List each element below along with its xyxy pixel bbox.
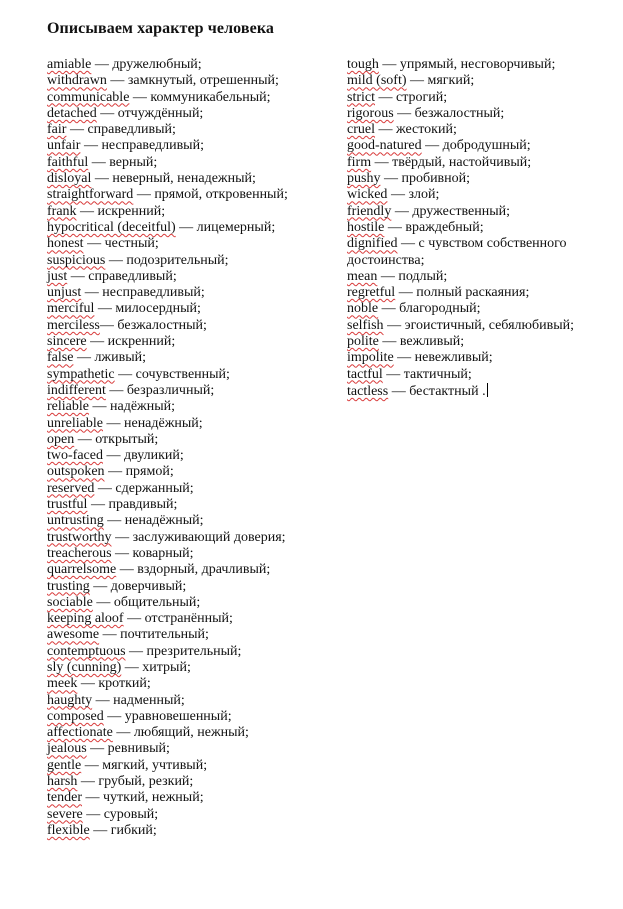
entry-term: quarrelsome — [47, 562, 117, 578]
vocabulary-entry — [47, 676, 342, 692]
vocabulary-entry — [47, 399, 342, 415]
entry-translation: — безжалостный; — [393, 105, 505, 121]
vocabulary-entry — [347, 367, 609, 383]
entry-translation: — пробивной; — [380, 171, 471, 187]
entry-term: harsh — [47, 774, 78, 790]
entry-term: open — [47, 431, 75, 447]
vocabulary-entry — [347, 187, 609, 203]
entry-term: pushy — [347, 171, 381, 187]
vocabulary-entry — [47, 171, 342, 187]
entry-term: tactful — [347, 366, 383, 382]
entry-term: two-faced — [47, 448, 103, 464]
vocabulary-entry — [47, 513, 342, 529]
entry-term: untrusting — [47, 513, 104, 529]
entry-term: trusting — [47, 578, 90, 594]
entry-term: contemptuous — [47, 643, 126, 659]
vocabulary-entry — [47, 530, 342, 546]
entry-term: merciless — [47, 317, 100, 333]
vocabulary-entry — [47, 269, 342, 285]
vocabulary-entry — [347, 285, 609, 301]
vocabulary-entry — [47, 432, 342, 448]
vocabulary-entry — [47, 73, 342, 89]
vocabulary-entry — [347, 90, 609, 106]
entry-term: false — [47, 350, 74, 366]
vocabulary-entry — [47, 318, 342, 334]
vocabulary-entry — [47, 448, 342, 464]
entry-term: fair — [47, 122, 67, 138]
entry-term: firm — [347, 154, 372, 170]
vocabulary-entry — [347, 269, 609, 285]
entry-term: tough — [347, 57, 379, 72]
vocabulary-entry — [347, 122, 609, 138]
vocabulary-entry — [47, 220, 342, 236]
entry-translation: — искренний; — [86, 334, 176, 350]
vocabulary-entry — [47, 709, 342, 725]
entry-term: withdrawn — [47, 73, 107, 89]
entry-translation: — с чувством собственного достоинства; — [347, 236, 567, 268]
entry-term: merciful — [47, 301, 95, 317]
entry-term: hypocritical (deceitful) — [47, 219, 176, 235]
entry-translation: — ненадёжный; — [103, 513, 204, 529]
entry-term: reliable — [47, 399, 89, 415]
entry-translation: — милосердный; — [94, 301, 201, 317]
vocabulary-entry — [47, 611, 342, 627]
entry-translation: — презрительный; — [125, 643, 242, 659]
entry-term: amiable — [47, 57, 92, 72]
vocabulary-entry — [47, 57, 342, 73]
entry-translation: — кроткий; — [77, 676, 151, 692]
entry-translation: — ревнивый; — [86, 741, 170, 757]
entry-term: dignified — [347, 236, 398, 252]
vocabulary-entry — [47, 367, 342, 383]
vocabulary-entry — [347, 171, 609, 187]
entry-translation: — враждебный; — [384, 219, 484, 235]
text-cursor — [487, 383, 488, 397]
vocabulary-entry — [47, 562, 342, 578]
vocabulary-entry — [47, 90, 342, 106]
entry-term: frank — [47, 203, 77, 219]
entry-translation: — чуткий, нежный; — [81, 790, 204, 806]
entry-translation: — несправедливый; — [80, 138, 204, 154]
vocabulary-entry — [347, 383, 609, 400]
entry-term: unfair — [47, 138, 81, 154]
entry-term: detached — [47, 105, 97, 121]
entry-translation: — двуликий; — [102, 448, 184, 464]
entry-term: unreliable — [47, 415, 103, 431]
vocabulary-entry — [47, 236, 342, 252]
entry-translation: — эгоистичный, себялюбивый; — [383, 317, 574, 333]
vocabulary-entry — [347, 350, 609, 366]
entry-translation: — жестокий; — [374, 122, 457, 138]
entry-translation: — замкнутый, отрешенный; — [106, 73, 279, 89]
vocabulary-entry — [47, 660, 342, 676]
vocabulary-entry — [47, 416, 342, 432]
vocabulary-entry — [347, 220, 609, 236]
entry-translation: — благородный; — [378, 301, 481, 317]
vocabulary-entry — [47, 187, 342, 203]
entry-term: mild (soft) — [347, 73, 407, 89]
entry-translation: — любящий, нежный; — [112, 725, 249, 741]
entry-term: selfish — [347, 317, 384, 333]
vocabulary-entry — [47, 464, 342, 480]
entry-term: friendly — [347, 203, 392, 219]
entry-translation: — открытый; — [74, 431, 159, 447]
entry-translation: — сдержанный; — [94, 480, 194, 496]
entry-term: keeping aloof — [47, 611, 124, 627]
entry-translation: — доверчивый; — [89, 578, 187, 594]
entry-translation: — верный; — [88, 154, 158, 170]
entry-translation: — справедливый; — [67, 268, 177, 284]
entry-translation: — мягкий; — [406, 73, 475, 89]
entry-translation: — лживый; — [73, 350, 146, 366]
vocabulary-entry — [347, 318, 609, 334]
entry-translation: — полный раскаяния; — [395, 285, 530, 301]
entry-term: polite — [347, 334, 379, 350]
vocabulary-entry — [47, 627, 342, 643]
entry-translation: — подозрительный; — [105, 252, 229, 268]
entry-translation: — добродушный; — [421, 138, 531, 154]
entry-term: sympathetic — [47, 366, 115, 382]
vocabulary-entry — [47, 106, 342, 122]
entry-translation: — суровый; — [82, 806, 159, 822]
entry-term: wicked — [347, 187, 388, 203]
entry-term: communicable — [47, 89, 130, 105]
entry-term: tender — [47, 790, 82, 806]
vocabulary-entry — [47, 758, 342, 774]
vocabulary-column-left — [47, 57, 342, 839]
entry-translation: — сочувственный; — [114, 366, 230, 382]
entry-term: composed — [47, 708, 104, 724]
entry-translation: — прямой, откровенный; — [133, 187, 288, 203]
vocabulary-entry — [47, 693, 342, 709]
entry-term: treacherous — [47, 545, 112, 561]
entry-translation: — коммуникабельный; — [129, 89, 271, 105]
entry-term: severe — [47, 806, 83, 822]
vocabulary-entry — [47, 579, 342, 595]
vocabulary-entry — [47, 644, 342, 660]
entry-translation: — твёрдый, настойчивый; — [371, 154, 532, 170]
entry-term: sincere — [47, 334, 87, 350]
vocabulary-entry — [347, 73, 609, 89]
entry-translation: — коварный; — [111, 545, 194, 561]
entry-translation: — упрямый, несговорчивый; — [378, 57, 556, 72]
entry-translation: — прямой; — [104, 464, 174, 480]
entry-translation: — лицемерный; — [175, 219, 276, 235]
vocabulary-entry — [47, 138, 342, 154]
entry-term: sly (cunning) — [47, 659, 122, 675]
entry-translation: — вздорный, драчливый; — [116, 562, 271, 578]
entry-translation: — общительный; — [92, 594, 201, 610]
vocabulary-column-right — [347, 57, 609, 400]
entry-translation: — вежливый; — [378, 334, 465, 350]
entry-translation: — тактичный; — [382, 366, 472, 382]
vocabulary-entry — [47, 823, 342, 839]
vocabulary-entry — [47, 481, 342, 497]
entry-translation: — справедливый; — [66, 122, 176, 138]
entry-translation: — неверный, ненадежный; — [91, 171, 256, 187]
vocabulary-entry — [47, 725, 342, 741]
entry-translation: — уравновешенный; — [103, 708, 232, 724]
entry-translation: — почтительный; — [99, 627, 209, 643]
vocabulary-entry — [47, 301, 342, 317]
entry-term: tactless — [347, 383, 389, 399]
entry-translation: — мягкий, учтивый; — [81, 757, 208, 773]
vocabulary-entry — [47, 155, 342, 171]
entry-term: reserved — [47, 480, 95, 496]
entry-translation: — злой; — [387, 187, 440, 203]
entry-term: meek — [47, 676, 78, 692]
entry-term: cruel — [347, 122, 375, 138]
vocabulary-entry — [347, 334, 609, 350]
entry-term: honest — [47, 236, 84, 252]
entry-term: affectionate — [47, 725, 113, 741]
vocabulary-entry — [347, 236, 609, 269]
vocabulary-entry — [47, 741, 342, 757]
vocabulary-entry — [47, 546, 342, 562]
vocabulary-entry — [47, 790, 342, 806]
entry-translation: — гибкий; — [89, 822, 157, 838]
vocabulary-entry — [47, 595, 342, 611]
entry-term: unjust — [47, 285, 82, 301]
entry-term: flexible — [47, 822, 90, 838]
entry-translation: — невежливый; — [393, 350, 493, 366]
entry-translation: — строгий; — [375, 89, 448, 105]
entry-term: disloyal — [47, 171, 92, 187]
entry-translation: — дружественный; — [391, 203, 510, 219]
entry-term: outspoken — [47, 464, 105, 480]
vocabulary-entry — [347, 204, 609, 220]
vocabulary-entry — [47, 807, 342, 823]
entry-translation: — надменный; — [92, 692, 185, 708]
entry-term: sociable — [47, 594, 93, 610]
vocabulary-entry — [347, 138, 609, 154]
entry-translation: — отстранённый; — [123, 611, 233, 627]
entry-translation: — ненадёжный; — [102, 415, 203, 431]
entry-term: suspicious — [47, 252, 106, 268]
entry-term: indifferent — [47, 382, 106, 398]
vocabulary-entry — [347, 57, 609, 73]
entry-term: noble — [347, 301, 379, 317]
entry-term: straightforward — [47, 187, 134, 203]
vocabulary-entry — [347, 301, 609, 317]
entry-term: good-natured — [347, 138, 422, 154]
entry-term: strict — [347, 89, 375, 105]
entry-translation: — честный; — [83, 236, 159, 252]
entry-term: gentle — [47, 757, 82, 773]
entry-term: faithful — [47, 154, 89, 170]
vocabulary-entry — [347, 155, 609, 171]
entry-translation: — отчуждённый; — [96, 105, 204, 121]
vocabulary-entry — [47, 774, 342, 790]
entry-translation: — искренний; — [76, 203, 166, 219]
vocabulary-entry — [47, 497, 342, 513]
entry-translation: — безжалостный; — [99, 317, 207, 333]
vocabulary-entry — [47, 253, 342, 269]
entry-translation: — безразличный; — [105, 382, 215, 398]
entry-translation: — подлый; — [377, 268, 448, 284]
entry-translation: — грубый, резкий; — [77, 774, 194, 790]
entry-translation: — правдивый; — [87, 497, 178, 513]
vocabulary-entry — [47, 383, 342, 399]
entry-term: regretful — [347, 285, 396, 301]
entry-translation: — надёжный; — [88, 399, 175, 415]
vocabulary-entry — [47, 334, 342, 350]
entry-translation: — хитрый; — [121, 659, 191, 675]
entry-translation: — заслуживающий доверия; — [111, 529, 286, 545]
entry-term: just — [47, 268, 68, 284]
vocabulary-entry — [347, 106, 609, 122]
entry-term: haughty — [47, 692, 93, 708]
page-title: Описываем характер человека — [47, 20, 275, 37]
entry-term: impolite — [347, 350, 394, 366]
entry-term: hostile — [347, 219, 385, 235]
vocabulary-entry — [47, 350, 342, 366]
vocabulary-entry — [47, 285, 342, 301]
entry-term: trustful — [47, 497, 88, 513]
entry-translation: — несправедливый; — [81, 285, 205, 301]
entry-term: awesome — [47, 627, 100, 643]
entry-term: rigorous — [347, 105, 394, 121]
entry-term: jealous — [47, 741, 87, 757]
entry-translation: — бестактный . — [388, 383, 486, 399]
vocabulary-entry — [47, 204, 342, 220]
entry-translation: — дружелюбный; — [91, 57, 202, 72]
vocabulary-entry — [47, 122, 342, 138]
entry-term: mean — [347, 268, 378, 284]
entry-term: trustworthy — [47, 529, 112, 545]
